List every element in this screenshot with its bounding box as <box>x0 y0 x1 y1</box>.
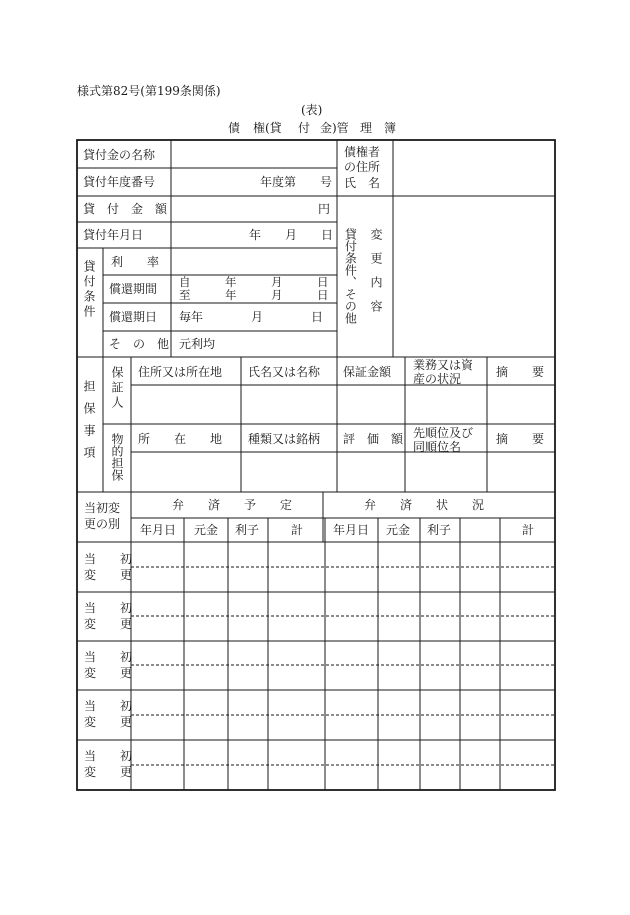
title-word: 金)管 <box>320 121 349 135</box>
sub-header: 計 <box>291 523 304 537</box>
row-label-initial: 当 初 <box>84 749 133 763</box>
creditor-line: の住所 <box>344 160 381 174</box>
property-label: 物的担保 <box>110 433 124 481</box>
period-from: 自 年 月 日 <box>179 275 329 289</box>
title-word: 理 <box>360 121 373 135</box>
row-label-change: 変 更 <box>84 765 133 779</box>
row-label-change: 変 更 <box>84 666 133 680</box>
row-label-change: 変 更 <box>84 715 133 729</box>
sub-header: 年月日 <box>140 523 177 537</box>
rate-label: 利 率 <box>111 255 160 269</box>
period-label: 償還期間 <box>109 282 158 296</box>
change-conditions-label: 貸付条件、その他 <box>343 228 358 324</box>
loan-year-no-value: 年度第 号 <box>260 175 333 189</box>
row-label-initial: 当 初 <box>84 650 133 664</box>
title-word: 債 <box>228 121 241 135</box>
property-header: 所 在 地 <box>138 432 223 446</box>
loan-amount-unit: 円 <box>318 202 331 216</box>
type-label-top: 当初変 <box>84 501 121 515</box>
row-label-change: 変 更 <box>84 617 133 631</box>
sub-header: 利子 <box>427 523 452 537</box>
title-word: 付 <box>298 121 311 135</box>
due-value: 毎年 月 日 <box>179 310 324 324</box>
title-word: 権(貸 <box>253 121 282 135</box>
row-label-initial: 当 初 <box>84 699 133 713</box>
form-number: 様式第82号(第199条関係) <box>77 84 221 98</box>
guarantor-header: 住所又は所在地 <box>138 365 223 379</box>
creditor-line: 氏 名 <box>344 176 381 190</box>
guarantor-header: 業務又は資 <box>413 358 474 372</box>
type-label-bottom: 更の別 <box>84 517 121 531</box>
property-header: 先順位及び <box>413 426 474 440</box>
other-label: そ の 他 <box>109 337 170 351</box>
conditions-group-label: 貸付条件 <box>82 260 96 320</box>
loan-date-label: 貸付年月日 <box>83 228 144 242</box>
plan-header: 弁 済 予 定 <box>172 498 293 512</box>
guarantor-header: 産の状況 <box>413 372 462 386</box>
period-to: 至 年 月 日 <box>179 288 329 302</box>
loan-date-value: 年 月 日 <box>249 228 334 242</box>
row-label-change: 変 更 <box>84 568 133 582</box>
title-word: 簿 <box>384 121 397 135</box>
property-header: 同順位名 <box>413 440 462 454</box>
loan-amount-label: 貸 付 金 額 <box>83 202 168 216</box>
loan-year-no-label: 貸付年度番号 <box>83 175 156 189</box>
guarantor-header: 保証金額 <box>343 365 392 379</box>
row-label-initial: 当 初 <box>84 601 133 615</box>
actual-header: 弁 済 状 況 <box>364 498 485 512</box>
sub-header: 元金 <box>194 523 219 537</box>
change-content-label: 変 更 内 容 <box>369 228 383 312</box>
side-label: (表) <box>301 103 323 117</box>
property-header: 評 価 額 <box>343 432 404 446</box>
guarantor-header: 摘 要 <box>496 365 545 379</box>
guarantor-header: 氏名又は名称 <box>248 365 321 379</box>
property-header: 種類又は銘柄 <box>248 432 321 446</box>
sub-header: 利子 <box>235 523 260 537</box>
guarantor-label: 保証人 <box>110 366 124 411</box>
row-label-initial: 当 初 <box>84 552 133 566</box>
sub-header: 元金 <box>386 523 411 537</box>
loan-name-label: 貸付金の名称 <box>83 148 156 162</box>
sub-header: 年月日 <box>333 523 370 537</box>
security-group-label: 担保事項 <box>82 380 96 468</box>
property-header: 摘 要 <box>496 432 545 446</box>
due-label: 償還期日 <box>109 310 158 324</box>
creditor-line: 債権者 <box>344 145 381 159</box>
sub-header: 計 <box>522 523 535 537</box>
other-value: 元利均 <box>179 337 216 351</box>
